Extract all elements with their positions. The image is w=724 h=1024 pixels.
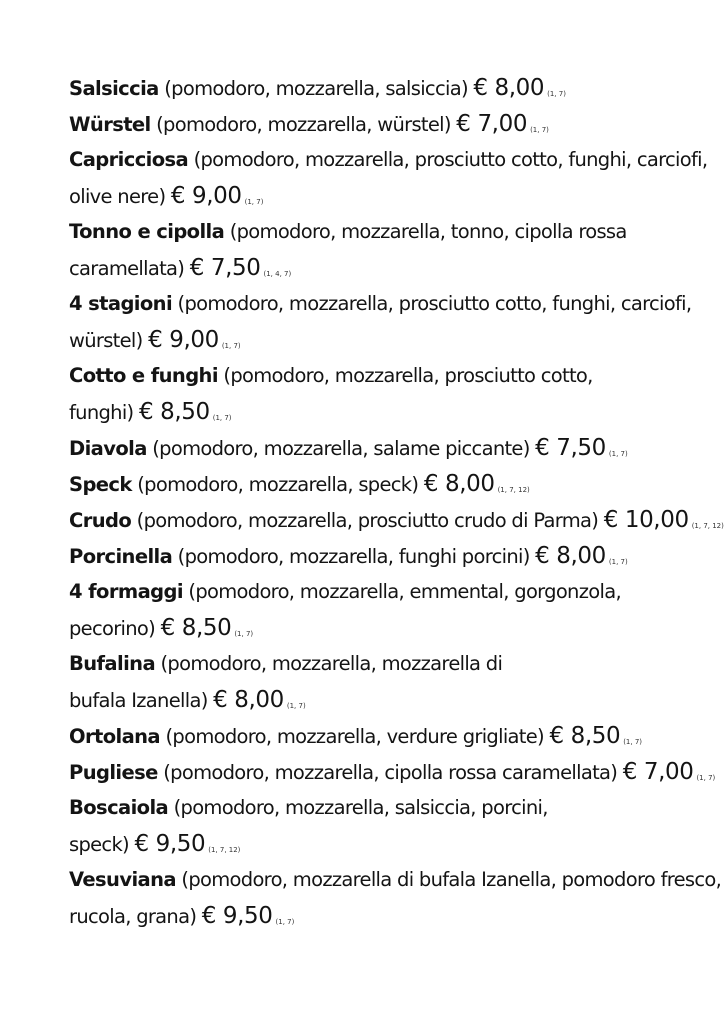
pizza-ingredients: (pomodoro, mozzarella, prosciutto cotto, funghi, carciofi, (188, 148, 708, 171)
pizza-price: € 8,00 (213, 687, 284, 713)
allergen-codes: (1, 7) (547, 90, 566, 98)
menu-line (69, 142, 709, 178)
pizza-name: Ortolana (69, 725, 160, 748)
menu-line (69, 70, 709, 106)
pizza-price: € 8,00 (423, 471, 495, 497)
pizza-price: € 7,00 (622, 759, 694, 785)
pizza-name: Diavola (69, 437, 147, 460)
menu-item-tonno-e-cipolla (69, 214, 709, 286)
pizza-price: € 7,00 (456, 111, 528, 137)
menu-item-cotto-e-funghi (69, 358, 709, 430)
menu-item-wurstel (69, 106, 709, 142)
pizza-price: € 9,50 (134, 831, 206, 857)
pizza-name: Salsiccia (69, 77, 159, 100)
menu-item-4-stagioni (69, 286, 709, 358)
pizza-price: € 8,00 (473, 75, 545, 101)
pizza-price: € 10,00 (603, 507, 689, 533)
pizza-name: 4 formaggi (69, 580, 183, 603)
allergen-codes: (1, 7) (275, 918, 295, 926)
pizza-ingredients: (pomodoro, mozzarella, tonno, cipolla rossa (224, 220, 627, 243)
pizza-ingredients: würstel) (69, 329, 143, 352)
pizza-price: € 7,50 (189, 255, 261, 281)
pizza-ingredients: (pomodoro, mozzarella, salsiccia) (158, 77, 468, 100)
pizza-ingredients: rucola, grana) (69, 905, 197, 928)
menu-line (69, 430, 709, 466)
pizza-name: Tonno e cipolla (69, 220, 225, 243)
pizza-price: € 9,50 (201, 903, 273, 929)
pizza-ingredients: funghi) (69, 401, 134, 424)
menu-line (69, 754, 716, 790)
menu-line-continued (69, 826, 709, 862)
allergen-codes: (1, 4, 7) (263, 270, 292, 278)
pizza-ingredients: (pomodoro, mozzarella, prosciutto cotto, (217, 364, 593, 387)
menu-item-capricciosa (69, 142, 709, 214)
pizza-ingredients: (pomodoro, mozzarella, prosciutto crudo di Parma) (131, 509, 599, 532)
menu-line (69, 358, 709, 394)
menu-item-crudo (69, 502, 724, 538)
allergen-codes: (1, 7, 12) (497, 486, 530, 494)
menu-item-4-formaggi (69, 574, 709, 646)
menu-item-salsiccia (69, 70, 709, 106)
pizza-ingredients: (pomodoro, mozzarella, mozzarella di (155, 652, 503, 675)
menu-line (69, 466, 709, 502)
pizza-ingredients: caramellata) (69, 257, 185, 280)
menu-line (69, 862, 722, 898)
menu-item-diavola (69, 430, 709, 466)
pizza-name: Speck (69, 473, 132, 496)
allergen-codes: (1, 7) (221, 342, 241, 350)
pizza-name: Capricciosa (69, 148, 189, 171)
menu-line (69, 718, 709, 754)
menu-line-continued (69, 322, 709, 358)
pizza-name: 4 stagioni (69, 292, 173, 315)
pizza-name: Pugliese (69, 761, 158, 784)
menu-line (69, 574, 709, 610)
menu-item-boscaiola (69, 790, 709, 862)
menu-line (69, 286, 709, 322)
pizza-ingredients: pecorino) (69, 617, 156, 640)
pizza-price: € 8,50 (549, 723, 621, 749)
pizza-price: € 8,50 (138, 399, 210, 425)
pizza-ingredients: (pomodoro, mozzarella, würstel) (150, 113, 451, 136)
pizza-ingredients: (pomodoro, mozzarella, cipolla rossa caramellata) (157, 761, 618, 784)
pizza-ingredients: (pomodoro, mozzarella, emmental, gorgonzola, (182, 580, 621, 603)
pizza-ingredients: (pomodoro, mozzarella, funghi porcini) (172, 545, 530, 568)
pizza-ingredients: bufala Izanella) (69, 689, 208, 712)
pizza-ingredients: (pomodoro, mozzarella, salame piccante) (146, 437, 530, 460)
allergen-codes: (1, 7) (530, 126, 549, 134)
menu-item-ortolana (69, 718, 709, 754)
allergen-codes: (1, 7) (608, 558, 628, 566)
menu-line-continued (69, 250, 709, 286)
pizza-name: Porcinella (69, 545, 173, 568)
pizza-menu (69, 70, 724, 934)
pizza-name: Bufalina (69, 652, 155, 675)
pizza-ingredients: (pomodoro, mozzarella di bufala Izanella, pomodoro fresco, (175, 868, 722, 891)
pizza-ingredients: speck) (69, 833, 129, 856)
menu-line (69, 538, 709, 574)
allergen-codes: (1, 7) (234, 630, 254, 638)
allergen-codes: (1, 7) (212, 414, 232, 422)
pizza-price: € 9,00 (170, 183, 242, 209)
allergen-codes: (1, 7) (623, 738, 643, 746)
pizza-ingredients: (pomodoro, mozzarella, verdure grigliate) (160, 725, 544, 748)
allergen-codes: (1, 7, 12) (208, 846, 241, 854)
menu-line-continued (69, 898, 709, 934)
pizza-name: Boscaiola (69, 796, 169, 819)
menu-line-continued (69, 178, 709, 214)
pizza-name: Würstel (69, 113, 151, 136)
allergen-codes: (1, 7) (696, 774, 716, 782)
menu-item-vesuviana (69, 862, 722, 934)
pizza-ingredients: olive nere) (69, 185, 166, 208)
menu-item-bufalina (69, 646, 709, 718)
menu-item-pugliese (69, 754, 716, 790)
pizza-price: € 7,50 (535, 435, 606, 461)
menu-item-speck (69, 466, 709, 502)
menu-line (69, 502, 724, 538)
pizza-name: Crudo (69, 509, 132, 532)
pizza-name: Vesuviana (69, 868, 176, 891)
allergen-codes: (1, 7) (244, 198, 264, 206)
menu-item-porcinella (69, 538, 709, 574)
allergen-codes: (1, 7, 12) (691, 522, 724, 530)
pizza-ingredients: (pomodoro, mozzarella, prosciutto cotto, funghi, carciofi, (172, 292, 692, 315)
pizza-name: Cotto e funghi (69, 364, 218, 387)
menu-line-continued (69, 394, 709, 430)
allergen-codes: (1, 7) (286, 702, 306, 710)
pizza-price: € 9,00 (148, 327, 219, 353)
menu-line-continued (69, 610, 709, 646)
pizza-ingredients: (pomodoro, mozzarella, speck) (131, 473, 419, 496)
pizza-price: € 8,50 (160, 615, 232, 641)
menu-line (69, 106, 709, 142)
menu-line (69, 790, 709, 826)
menu-line (69, 214, 709, 250)
menu-line (69, 646, 709, 682)
menu-line-continued (69, 682, 709, 718)
pizza-price: € 8,00 (535, 543, 606, 569)
pizza-ingredients: (pomodoro, mozzarella, salsiccia, porcini, (168, 796, 548, 819)
allergen-codes: (1, 7) (608, 450, 628, 458)
